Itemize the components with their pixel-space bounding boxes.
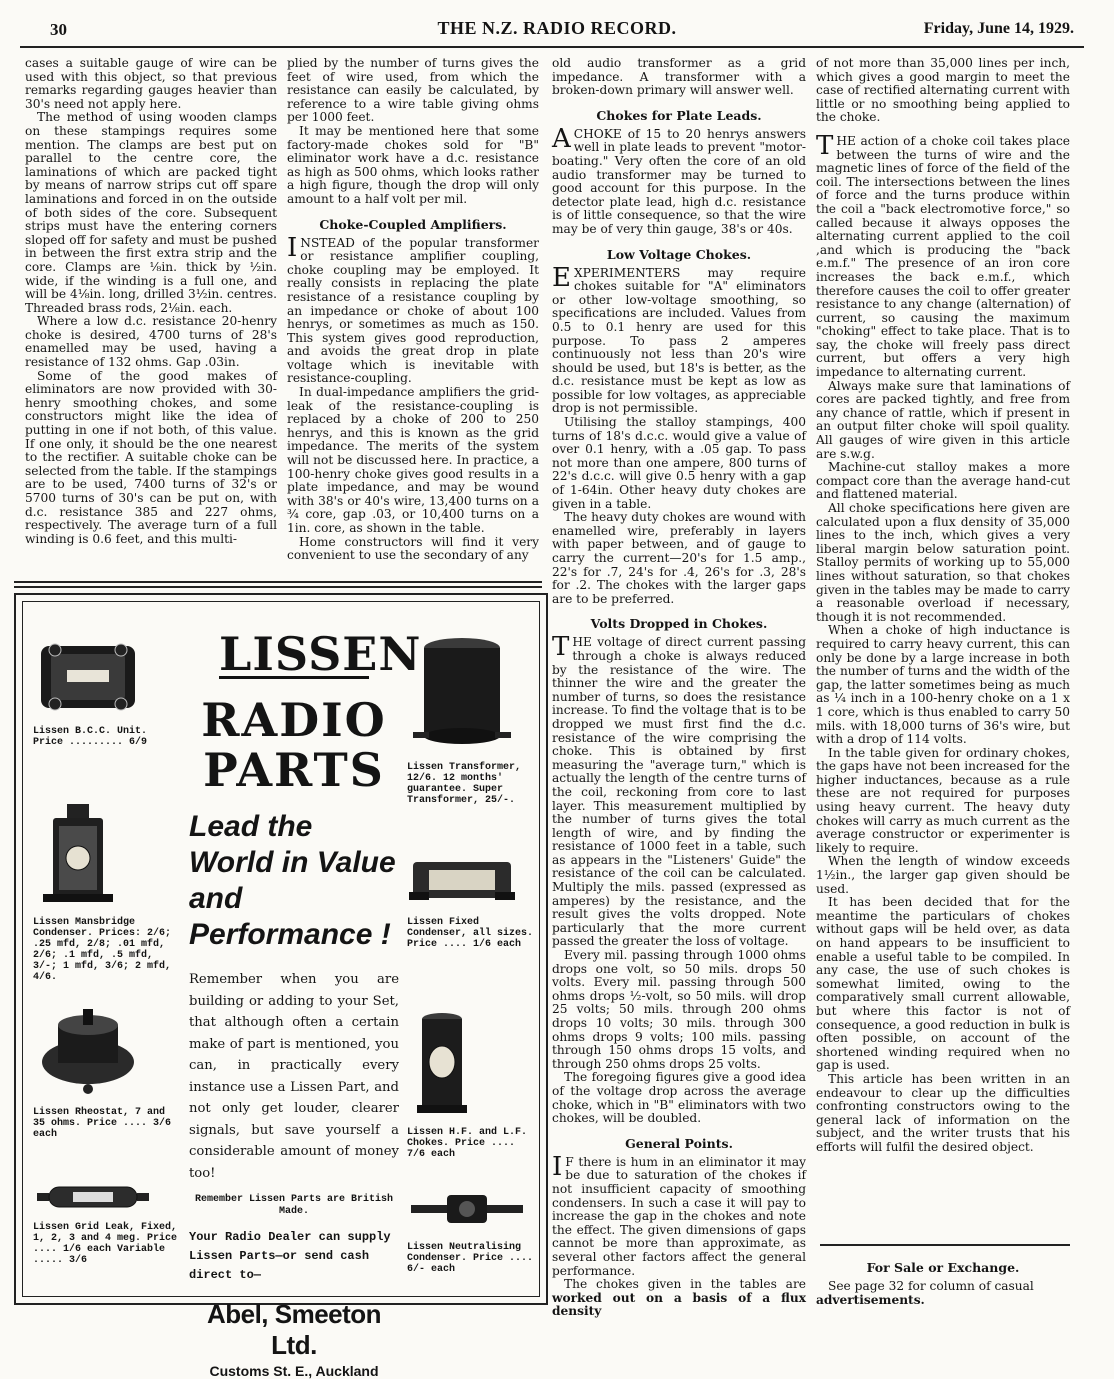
mansbridge-condenser-illustration — [33, 802, 123, 907]
product-transformer — [407, 632, 537, 806]
product-caption: Lissen Mansbridge Condenser. Prices: 2/6; .25 mfd, 2/8; .01 mfd, 2/6; .1 mfd, .5 mfd, 3/-; 1 mfd, 3/6; 2 mfd, 4/6. — [33, 917, 172, 983]
advert-body: Remember when you are building or adding to your Set, that although often a certain make of part is mentioned, you can, in practically every instance use a Lissen Part, and not only get louder, clearer signals, but save yourself a considerable amount of money too! — [189, 972, 399, 1181]
paragraph: IF there is hum in an eliminator it may be due to saturation of the chokes if not insufficient capacity of smoothing condensers. In such a case it will pay to increase the gap in the chokes and note the effect. The given dimensions of gaps cannot be more than approximate, as several other factors affect the general performance. — [552, 1151, 806, 1278]
paragraph: plied by the number of turns gives the feet of wire used, from which the resistance can easily be calculated, by reference to a wire table giving ohms per 1000 feet. — [287, 56, 539, 125]
advert-left-column — [33, 602, 183, 1296]
dealer-notice: Your Radio Dealer can supply Lissen Parts—or send cash direct to— — [189, 1230, 391, 1282]
advert-top-rule — [14, 586, 542, 588]
paragraph: THE action of a choke coil takes place between the turns of wire and the magnetic lines of force of the field of the coil. The intersections between the lines of force and the turns produce within the coil a "back electromotive force," so called because it always opposes the alternating current applied to the coil ,and which is producing the "back e.m.f." The presence of an iron core increases the back e.m.f., which therefore causes the coil to offer greater resistance to any change (alternation) of current, so causing the maximum "choking" effect to take place. That is to say, the choke will freely pass direct current, but offers a very high impedance to alternating current. — [816, 130, 1070, 380]
paragraph: Home constructors will find it very convenient to use the secondary of any — [287, 534, 539, 563]
article-column-2 — [287, 57, 539, 577]
product-neutralising-condenser — [407, 1187, 537, 1275]
paragraph: Utilising the stalloy stampings, 400 turns of 18's d.c.c. would give a value of over 0.1 henry, with a .05 gap. To pass not more than one ampere, 800 turns of 22's d.c.c. will give 0.5 henry with a gap of 1-64in. Other heavy duty chokes are given in a table. — [552, 415, 806, 511]
rheostat-illustration — [33, 1007, 143, 1097]
product-caption: Lissen Neutralising Condenser. Price .... 6/- each — [407, 1242, 534, 1275]
article-column-4 — [816, 57, 1070, 1307]
paragraph: The foregoing figures give a good idea of the voltage drop across the average choke, which in "B" eliminators with two chokes, will be doubled. — [552, 1070, 806, 1126]
sale-notice — [816, 1280, 1070, 1307]
paragraph: The heavy duty chokes are wound with enamelled wire, preferably in layers with paper between, and of gauge to carry the current—20's for 1.5 amp., 22's for .7, 24's for .4, 26's for .3, 28's for .2. The chokes with the larger gaps are to be preferred. — [552, 510, 806, 606]
paragraph: The method of using wooden clamps on these stampings requires some mention. The clamps are best put on parallel to the centre core, the laminations of which are packed tight by means of narrow strips cut off spare laminations and forced in on the outside of both sides of the core. Subsequent strips must have the entering corners sloped off for safety and must be pushed in between the first extra strip and the core. Clamps are ⅛in. thick by ½in. wide, if the winding is a full one, and will be 4⅛in. long, drilled 3½in. centres. Threaded brass rods, 2⅛in. each. — [25, 110, 277, 315]
paragraph: This article has been written in an endeavour to clear up the difficulties confronting constructors owing to the general lack of information on the subject, and the writer trusts that his efforts will fulfil the desired object. — [816, 1071, 1070, 1154]
paragraph: In dual-impedance amplifiers the grid-leak of the resistance-coupling is replaced by a choke of 200 to 250 henrys, and this is known as the grid impedance. The merits of the system will not be discussed here. In practice, a 100-henry choke gives good results in a plate impedance, and may be wound with 38's or 40's wire, 13,400 turns on a ¾ core, gap .03, or 10,400 turns on a 1in. core, as shown in the table. — [287, 385, 539, 535]
lissen-logo: LISSEN — [219, 627, 422, 681]
advert-right-column — [407, 602, 537, 1296]
article-column-3 — [552, 56, 806, 1319]
grid-leak-illustration — [33, 1182, 153, 1212]
lissen-advertisement — [14, 593, 548, 1379]
paragraph: It has been decided that for the meantime the particulars of chokes without gaps will be held over, as data on hand appears to be insufficient to enable a useful table to be compiled. In any case, the use of such chokes is somewhat limited, owing to the comparatively small current allowable, but where this factor is not of consequence, a good reduction in bulk is often possible, on account of the shortened winding required when no gap is used. — [816, 895, 1070, 1073]
paragraph: It may be mentioned here that some factory-made chokes sold for "B" eliminator work have a d.c. resistance as high as 500 ohms, which looks rather a high figure, though the drop will only amount to a half volt per mil. — [287, 123, 539, 206]
product-caption: Lissen H.F. and L.F. Chokes. Price .... 7/6 each — [407, 1127, 528, 1160]
newspaper-title: THE N.Z. RADIO RECORD. — [437, 18, 677, 38]
transformer-illustration — [407, 632, 517, 752]
paragraph: old audio transformer as a grid impedance. A transformer with a broken-down primary will answer well. — [552, 56, 806, 98]
paragraph: Every mil. passing through 1000 ohms drops one volt, so 50 mils. drops 50 volts. Every mil. passing through 500 ohms drops ½-volt, so 50 mils. will drop 25 volts; 50 mils. through 200 ohms drops 10 volts; 30 mils. through 300 ohms drops 9 volts; 100 mils. passing through 150 ohms drops 15 volts, and through 250 ohms drops 25 volts. — [552, 948, 806, 1071]
advert-center-column — [189, 627, 422, 1379]
paragraph: Always make sure that laminations of cores are packed tightly, and free from any chance of rattle, which if present in an output filter choke will spoil quality. All gauges of wire given in this article are s.w.g. — [816, 378, 1070, 461]
product-caption: Lissen B.C.C. Unit. Price ......... 6/9 — [33, 726, 148, 748]
paragraph: cases a suitable gauge of wire can be used with this object, so that previous remarks regarding gauges heavier than 30's need not apply here. — [25, 56, 277, 111]
sale-notice-bold: advertisements. — [816, 1292, 925, 1307]
article-column-1 — [25, 57, 277, 577]
section-heading: Choke-Coupled Amplifiers. — [319, 216, 507, 232]
advert-slogan: Lead the World in Value and Performance ! — [189, 810, 396, 951]
bcc-unit-illustration — [33, 636, 143, 716]
section-heading: General Points. — [625, 1135, 733, 1151]
product-fixed-condenser — [407, 852, 537, 950]
product-rheostat — [33, 1007, 183, 1140]
product-caption: Lissen Grid Leak, Fixed, 1, 2, 3 and 4 meg. Price .... 1/6 each Variable ..... 3/6 — [33, 1222, 178, 1266]
sale-section-rule — [820, 1244, 1070, 1246]
section-heading: Low Voltage Chokes. — [606, 246, 752, 262]
paragraph: When a choke of high inductance is required to carry heavy current, this can only be done by a large increase in both the number of turns and the width of the gap, the latter sometimes being as much as ¼ inch in a 100-henry choke on a 1 x 1 core, which is thus enabled to carry 50 mils. with 18,000 turns of 36's wire, but with a drop of 114 volts. — [816, 623, 1070, 747]
page-number: 30 — [50, 20, 67, 39]
paragraph: Machine-cut stalloy makes a more compact core than the average hand-cut and flattened material. — [816, 460, 1070, 502]
advert-headline: RADIO — [201, 693, 387, 747]
advert-headline: PARTS — [203, 743, 385, 797]
section-heading: Chokes for Plate Leads. — [596, 107, 762, 123]
paragraph-text: The chokes given in the tables are — [564, 1277, 806, 1292]
page-header — [30, 18, 1084, 46]
company-address: Customs St. E., Auckland — [209, 1363, 379, 1379]
header-rule — [20, 46, 1084, 48]
paragraph: EXPERIMENTERS may require chokes suitable for "A" eliminators or other low-voltage smoothing, so specifications are included. Values from 0.5 to 0.1 henry are used for this purpose. To pass 2 amperes continuously not less than 20's wire should be used, but 18's is better, as the d.c. resistance must be kept as low as possible for low voltages, as appreciable drop is not permissible. — [552, 262, 806, 416]
product-caption: Lissen Rheostat, 7 and 35 ohms. Price .... 3/6 each — [33, 1107, 172, 1140]
product-caption: Lissen Transformer, 12/6. 12 months' guarantee. Super Transformer, 25/-. — [407, 762, 522, 806]
fixed-condenser-illustration — [407, 852, 517, 907]
issue-date: Friday, June 14, 1929. — [923, 20, 1074, 37]
paragraph: Where a low d.c. resistance 20-henry choke is desired, 4700 turns of 28's enamelled may be used, having a resistance of 132 ohms. Gap .03in. — [25, 314, 277, 370]
paragraph: In the table given for ordinary chokes, the gaps have not been increased for the higher inductances, because as a rule these are not required for purposes using heavy current. The heavy duty chokes will carry as much current as the average constructor or experimenter is likely to require. — [816, 745, 1070, 855]
choke-illustration — [407, 1007, 477, 1117]
paragraph: Some of the good makes of eliminators are now provided with 30-henry smoothing chokes, and some constructors might like the idea of putting in one if not both, of this value. If one only, it should be the one nearest to the rectifier. A suitable choke can be selected from the table. If the stampings are to be used, 7400 turns of 32's or 5700 turns of 30's can be put on, with d.c. resistance 385 and 227 ohms, respectively. The average turn of a full winding is 0.6 feet, and this multi- — [25, 368, 277, 546]
paragraph-bold-text: worked out on a basis of a flux density — [552, 1290, 806, 1319]
sale-heading: For Sale or Exchange. — [866, 1260, 1020, 1275]
paragraph — [552, 1278, 806, 1319]
product-grid-leak — [33, 1182, 183, 1266]
neutralising-condenser-illustration — [407, 1187, 527, 1232]
product-mansbridge-condenser — [33, 802, 183, 983]
advert-top-rule — [14, 581, 542, 583]
company-name: Abel, Smeeton Ltd. — [206, 1299, 382, 1360]
sale-notice-text: See page 32 for column of casual — [828, 1279, 1034, 1293]
product-bcc-unit — [33, 636, 183, 748]
paragraph: INSTEAD of the popular transformer or resistance amplifier coupling, choke coupling may be employed. It really consists in replacing the plate resistance of a resistance coupling by an impedance or choke of about 100 henrys, or sometimes as much as 150. This system gives good reproduction, and avoids the great drop in plate voltage which is inevitable with resistance-coupling. — [287, 232, 539, 386]
product-hf-lf-chokes — [407, 1007, 537, 1160]
paragraph: of not more than 35,000 lines per inch, which gives a good margin to meet the case of rectified alternating current with little or no smoothing being applied to the choke. — [816, 56, 1070, 125]
paragraph: ACHOKE of 15 to 20 henrys answers well in plate leads to prevent "motor-boating." Very often the core of an old audio transformer may be turned to good account for this purpose. In the detector plate lead, high d.c. resistance is of little consequence, so that the wire may be of very thin gauge, 38's or 40s. — [552, 123, 806, 236]
british-made-notice: Remember Lissen Parts are British Made. — [194, 1194, 394, 1217]
section-heading: Volts Dropped in Chokes. — [590, 616, 768, 632]
advert-inner-border — [22, 601, 540, 1379]
product-caption: Lissen Fixed Condenser, all sizes. Price .... 1/6 each — [407, 917, 534, 950]
paragraph: THE voltage of direct current passing through a choke is always reduced by the resistance of the wire. The thinner the wire and the greater the number of turns, so does the resistance increase. To find the voltage that is to be dropped we must first find the d.c. resistance of the wire comprising the choke. This is obtained by first measuring the "average turn," which is actually the length of the centre turns of the coil, reckoning from core to last layer. This measurement multiplied by the number of turns gives the total length of wire, and by finding the resistance of 1000 feet in a table, such as appears in the "Listeners' Guide" the resistance of the coil can be calculated. Multiply the mils. passed (expressed as amperes) by the resistance, and the result gives the volts dropped. Note particularly that the more current passed the greater the loss of voltage. — [552, 632, 806, 949]
paragraph: When the length of window exceeds 1½in., the larger gap given should be used. — [816, 854, 1070, 896]
paragraph: All choke specifications here given are calculated upon a flux density of 35,000 lines to the inch, which gives a very liberal margin below saturation point. Stalloy permits of working up to 55,000 lines without saturation, so that chokes given in the tables may be made to carry a reasonable overload if necessary, though it is not recommended. — [816, 501, 1070, 624]
